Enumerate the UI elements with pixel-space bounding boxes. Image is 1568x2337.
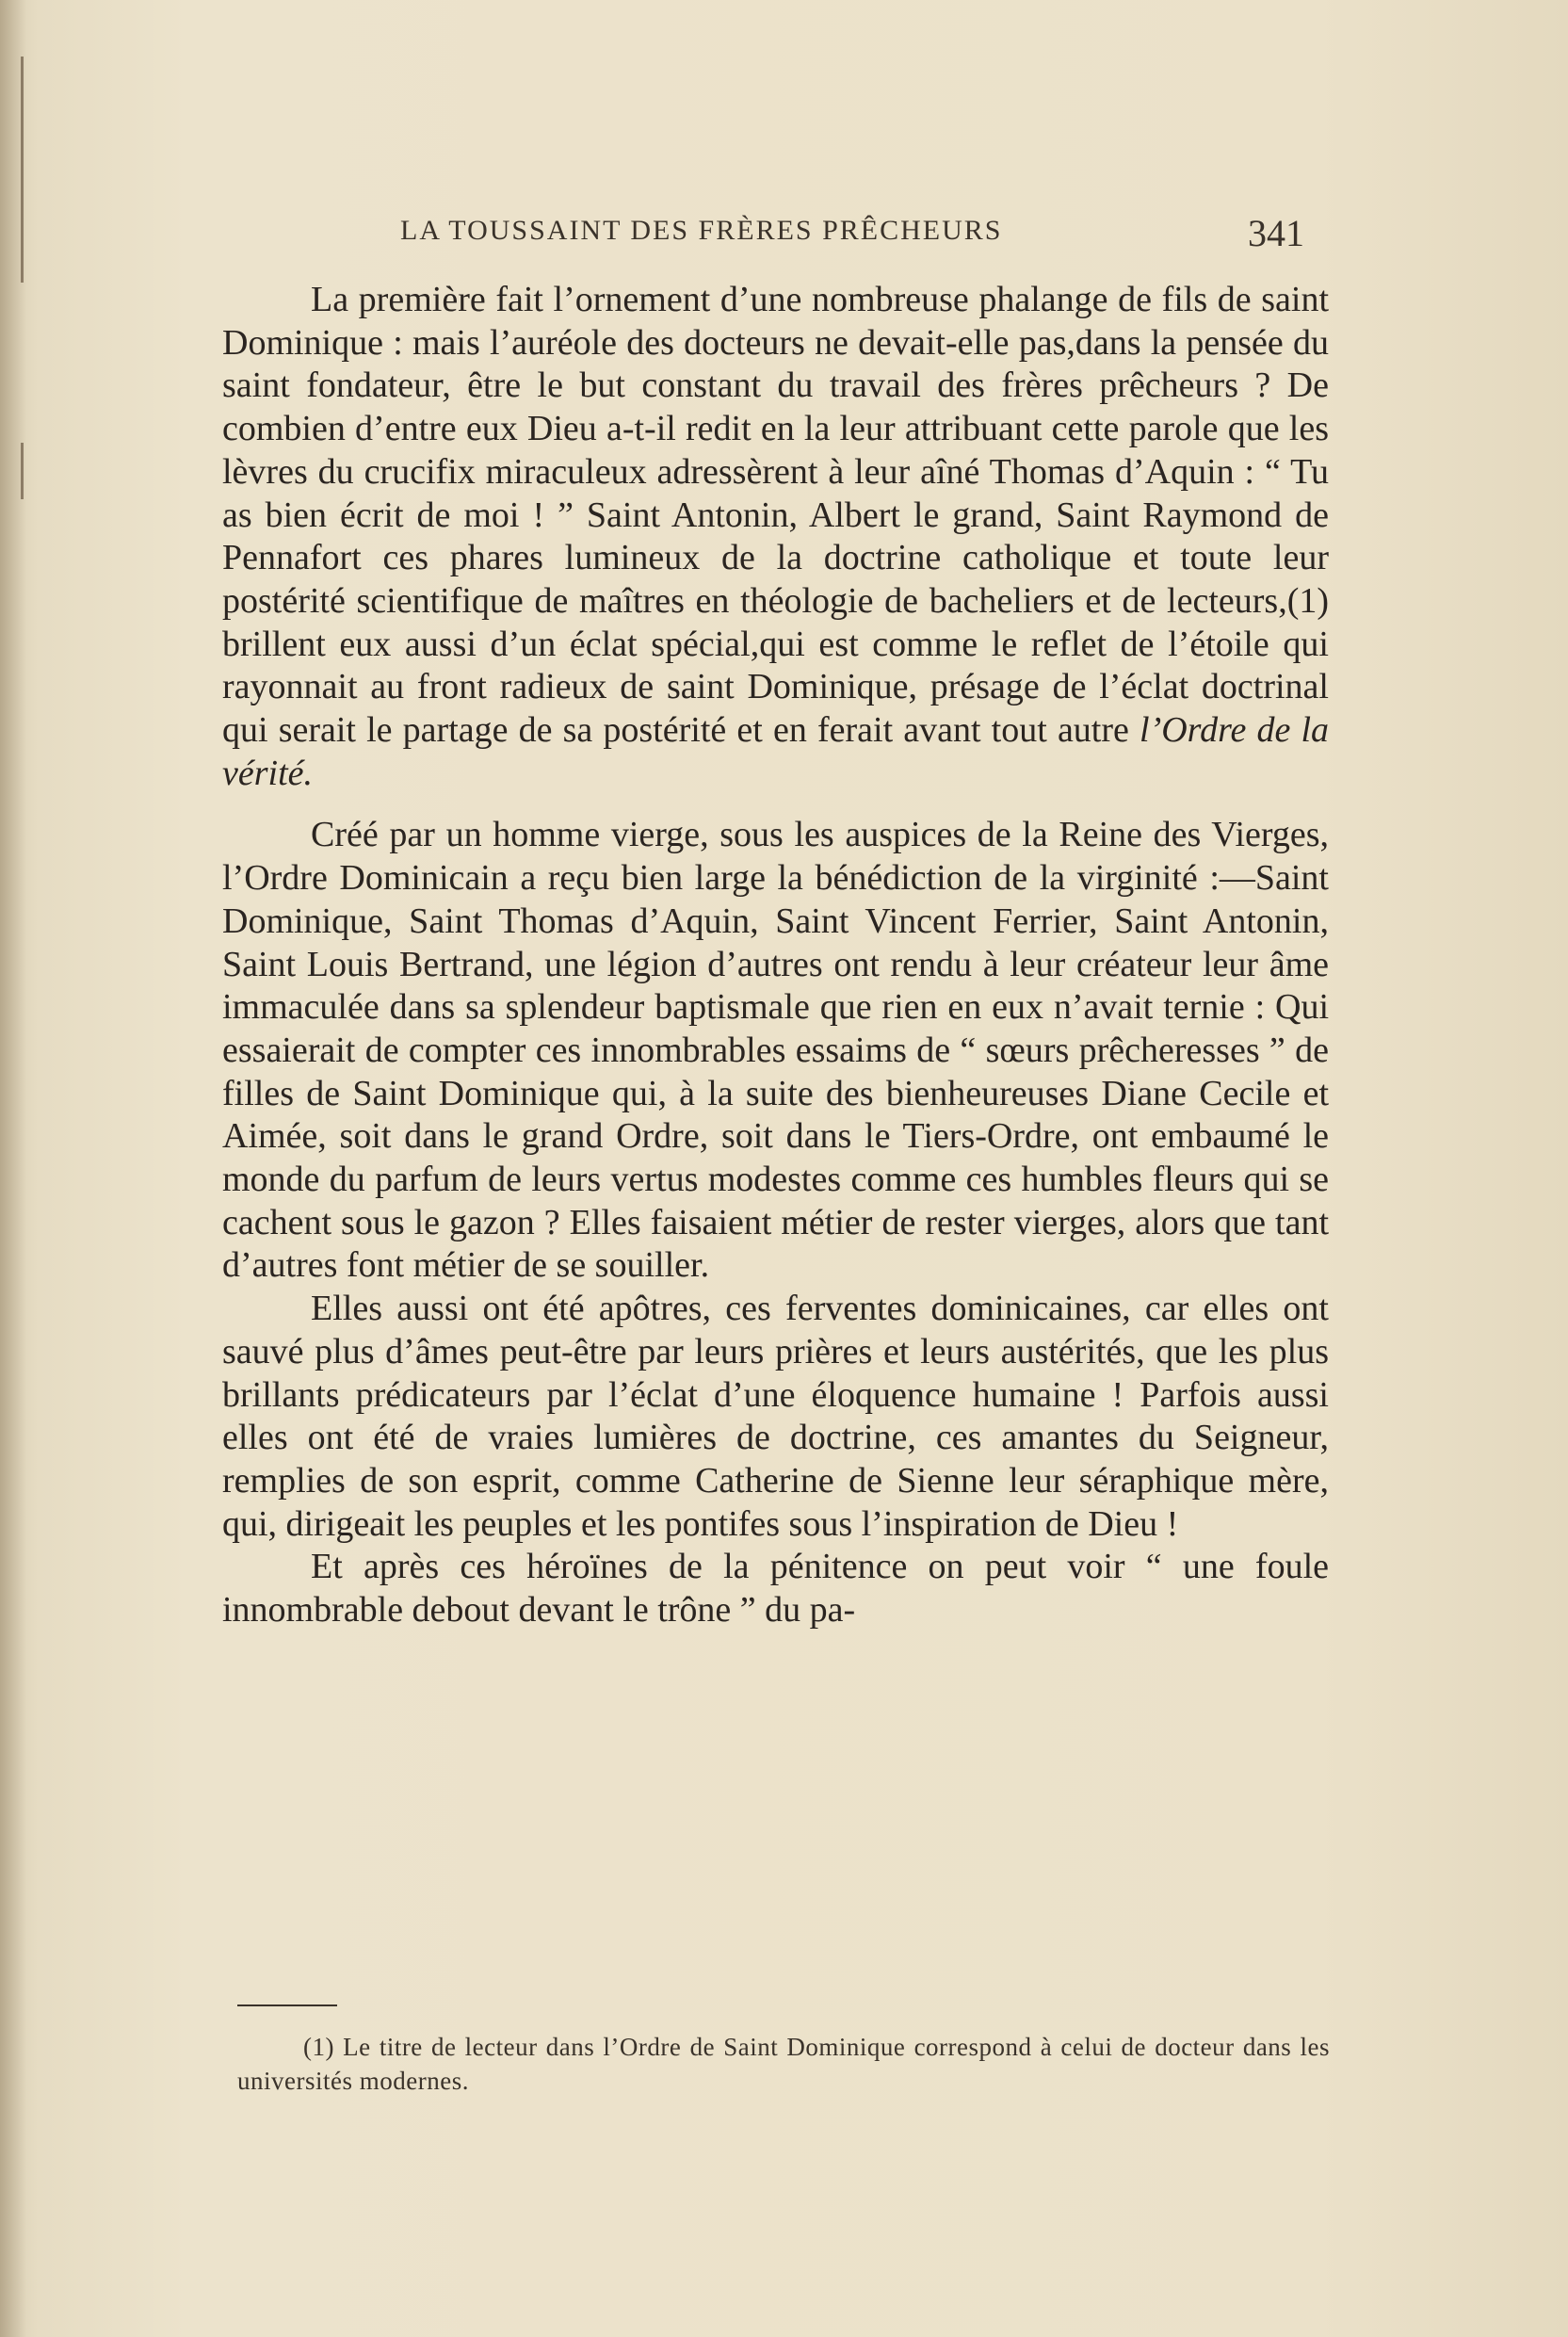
- footnote: (1) Le titre de lecteur dans l’Ordre de Saint Dominique correspond à celui de docteur dans les universités modernes.: [237, 2033, 1330, 2095]
- gutter-mark: [21, 57, 24, 283]
- page-number: 341: [1248, 212, 1304, 254]
- paragraph-1-text: La première fait l’ornement d’une nombreuse phalange de fils de saint Dominique : mais l’auréole des docteurs ne devait-elle pas,dans la pensée du saint fondateur, être le but constant du travail des frères prêcheurs ? De combien d’entre eux Dieu a-t-il redit en la leur attribuant cette parole que les lèvres du crucifix miraculeux adressèrent à leur aîné Thomas d’Aquin : “ Tu as bien écrit de moi ! ” Saint Antonin, Albert le grand, Saint Raymond de Pennafort ces phares lumineux de la doctrine catholique et toute leur postérité scientifique de maîtres en théologie de bacheliers et de lecteurs,(1) brillent eux aussi d’un éclat spécial,qui est comme le reflet de l’étoile qui rayonnait au front radieux de saint Dominique, présage de l’éclat doctrinal qui serait le partage de sa postérité et en ferait avant tout autre: [222, 280, 1329, 751]
- paragraph-2: Créé par un homme vierge, sous les auspices de la Reine des Vierges, l’Ordre Dominicain a reçu bien large la bénédiction de la virginité :—Saint Dominique, Saint Thomas d’Aquin, Saint Vincent Ferrier, Saint Antonin, Saint Louis Bertrand, une légion d’autres ont rendu à leur créateur leur âme immaculée dans sa splendeur baptismale que rien en eux n’avait ternie : Qui essaierait de compter ces innombrables essaims de “ sœurs prêcheresses ” de filles de Saint Dominique qui, à la suite des bienheureuses Diane Cecile et Aimée, soit dans le grand Ordre, soit dans le Tiers-Ordre, ont embaumé le monde du parfum de leurs vertus modestes comme ces humbles fleurs qui se cachent sous le gazon ? Elles faisaient métier de rester vierges, alors que tant d’autres font métier de se souiller.: [222, 815, 1329, 1286]
- running-title: LA TOUSSAINT DES FRÈRES PRÊCHEURS: [400, 215, 1003, 246]
- main-text: [222, 279, 1329, 1632]
- footnote-rule: [237, 2004, 337, 2006]
- gutter-mark: [21, 443, 24, 499]
- paragraph-1-italic: l’Ordre de la vérité.: [222, 710, 1330, 793]
- paragraph-4: Et après ces héroïnes de la pénitence on peut voir “ une foule innombrable debout devant le trône ” du pa-: [222, 1547, 1329, 1631]
- paragraph-3: Elles aussi ont été apôtres, ces ferventes dominicaines, car elles ont sauvé plus d’âmes peut-être par leurs prières et leurs austérités, que les plus brillants prédicateurs par l’éclat d’une éloquence humaine ! Parfois aussi elles ont été de vraies lumières de doctrine, ces amantes du Seigneur, remplies de son esprit, comme Catherine de Sienne leur séraphique mère, qui, dirigeait les peuples et les pontifes sous l’inspiration de Dieu !: [222, 1289, 1329, 1544]
- paragraph-1: [222, 279, 1329, 795]
- gutter-shadow: [0, 0, 26, 2337]
